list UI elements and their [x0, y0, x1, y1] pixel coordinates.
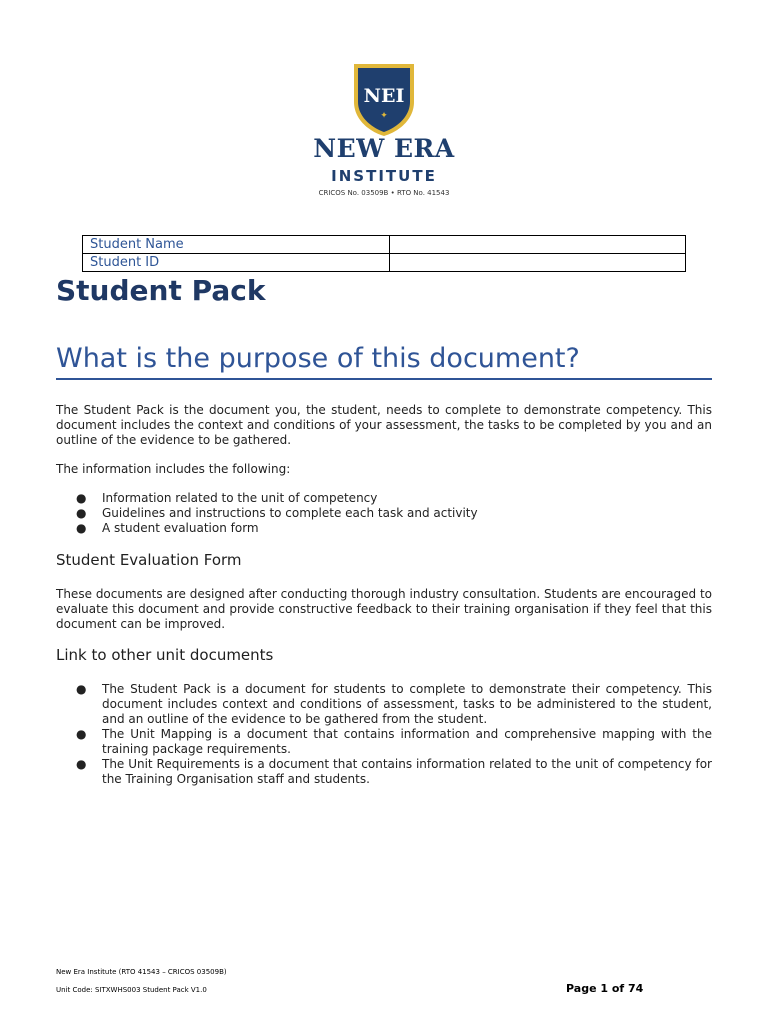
bullet-icon: ● [76, 682, 87, 696]
table-row [83, 254, 686, 272]
list-item: ● The Unit Requirements is a document that contains information related to the unit of competency for the Training Organisation staff and students. [76, 757, 712, 786]
page-number: Page 1 of 74 [566, 982, 644, 995]
footer-institute: New Era Institute (RTO 41543 – CRICOS 03509B) [56, 968, 227, 976]
intro-paragraph: The Student Pack is the document you, the student, needs to complete to demonstrate competency. This document includes the context and conditions of your assessment, the tasks to be completed by you and an outline of the evidence to be gathered. [56, 403, 712, 447]
logo [0, 62, 768, 138]
crest-text: NEI [363, 85, 405, 107]
bullet-icon: ● [76, 727, 87, 741]
table-row [83, 236, 686, 254]
includes-paragraph: The information includes the following: [56, 462, 291, 476]
info-list [56, 491, 712, 536]
list-item: ● Guidelines and instructions to complete each task and activity [76, 506, 478, 520]
bullet-icon: ● [76, 491, 87, 505]
brand-registration: CRICOS No. 03509B • RTO No. 41543 [318, 189, 450, 197]
student-id-label: Student ID [83, 254, 390, 272]
page-title: Student Pack [56, 274, 266, 307]
student-info-table [82, 235, 686, 272]
evaluation-paragraph: These documents are designed after conducting thorough industry consultation. Students are encouraged to evaluate this document and provide constructive feedback to their training organisation if they feel that this document can be improved. [56, 587, 712, 631]
student-id-field[interactable] [390, 254, 686, 272]
list-item: ● Information related to the unit of competency [76, 491, 378, 505]
student-name-label: Student Name [83, 236, 390, 254]
list-item: ● The Student Pack is a document for students to complete to demonstrate their competency. This document includes context and conditions of assessment, tasks to be administered to the student, and an outline of the evidence to be gathered from the student. [76, 682, 712, 726]
list-item: ● A student evaluation form [76, 521, 259, 535]
bullet-icon: ● [76, 757, 87, 771]
brand-name: NEW ERA [313, 134, 455, 163]
student-name-field[interactable] [390, 236, 686, 254]
links-heading: Link to other unit documents [56, 646, 274, 664]
purpose-heading: What is the purpose of this document? [56, 343, 712, 380]
star-icon: ✦ [380, 111, 388, 121]
evaluation-heading: Student Evaluation Form [56, 551, 242, 569]
bullet-icon: ● [76, 506, 87, 520]
links-list [56, 682, 712, 787]
shield-crest-icon [352, 62, 416, 138]
brand-subname: INSTITUTE [331, 167, 437, 185]
bullet-icon: ● [76, 521, 87, 535]
list-item: ● The Unit Mapping is a document that contains information and comprehensive mapping with the training package requirements. [76, 727, 712, 756]
footer-unit-code: Unit Code: SITXWHS003 Student Pack V1.0 [56, 986, 207, 994]
